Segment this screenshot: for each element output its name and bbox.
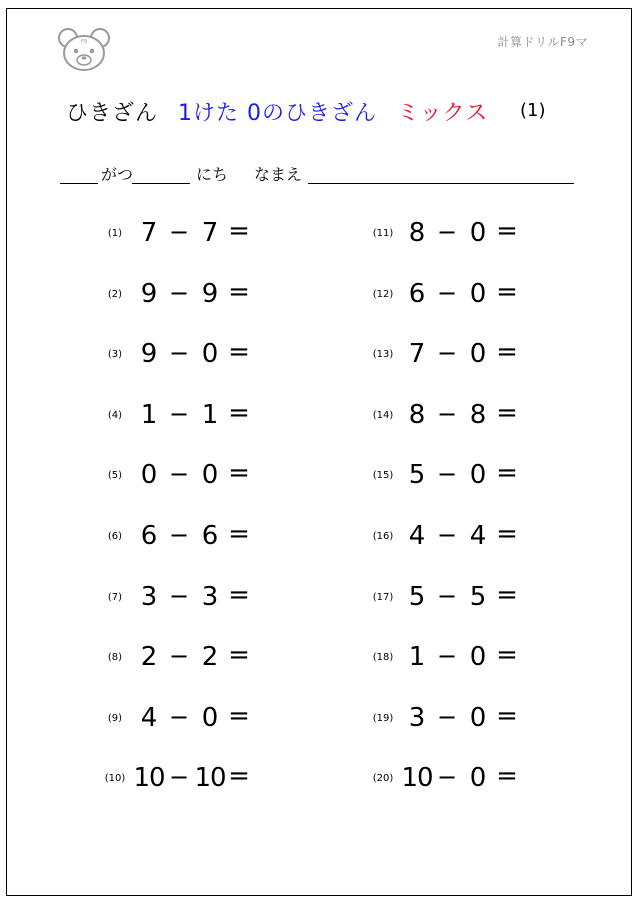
- minus-sign: −: [436, 763, 458, 792]
- problem-number: (7): [107, 591, 123, 603]
- problem-item: [100, 579, 360, 622]
- answer-space[interactable]: [528, 218, 608, 254]
- equals-sign: =: [496, 700, 518, 731]
- answer-space[interactable]: [528, 703, 608, 739]
- minus-sign: −: [436, 399, 458, 428]
- equals-sign: =: [228, 276, 250, 307]
- minus-sign: −: [168, 399, 190, 428]
- equals-sign: =: [228, 579, 250, 610]
- minuend: 10: [401, 763, 433, 794]
- svg-text:F9: F9: [80, 39, 88, 45]
- problem-number: (3): [107, 349, 123, 361]
- problem-item: [368, 218, 628, 258]
- problem-item: [368, 397, 628, 440]
- subtrahend: 0: [201, 339, 219, 370]
- subtrahend: 0: [201, 702, 219, 733]
- minus-sign: −: [436, 642, 458, 671]
- answer-space[interactable]: [260, 339, 340, 375]
- equals-sign: =: [496, 640, 518, 671]
- day-blank[interactable]: [132, 183, 190, 184]
- answer-space[interactable]: [528, 400, 608, 436]
- minuend: 8: [408, 399, 426, 430]
- minuend: 6: [408, 278, 426, 309]
- problem-number: (4): [107, 409, 123, 421]
- month-blank[interactable]: [60, 183, 98, 184]
- minus-sign: −: [436, 521, 458, 549]
- minus-sign: −: [436, 218, 458, 246]
- minuend: 3: [140, 581, 158, 612]
- minus-sign: −: [436, 460, 458, 489]
- problem-number: (11): [372, 228, 394, 239]
- problem-item: [100, 276, 360, 319]
- answer-space[interactable]: [528, 642, 608, 678]
- answer-space[interactable]: [260, 460, 340, 496]
- name-label: なまえ: [254, 165, 303, 184]
- problem-item: [100, 460, 360, 500]
- subtrahend: 0: [469, 339, 487, 370]
- minuend: 4: [408, 521, 426, 551]
- minus-sign: −: [168, 702, 190, 731]
- subtrahend: 6: [201, 521, 219, 551]
- equals-sign: =: [496, 397, 518, 428]
- problem-item: [100, 763, 360, 803]
- subtrahend: 2: [201, 642, 219, 673]
- subtrahend: 1: [201, 399, 219, 430]
- equals-sign: =: [228, 397, 250, 428]
- name-blank[interactable]: [308, 183, 574, 184]
- equals-sign: =: [496, 519, 518, 549]
- minuend: 6: [140, 521, 158, 551]
- minuend: 1: [408, 642, 426, 673]
- answer-space[interactable]: [260, 521, 340, 557]
- minus-sign: −: [168, 763, 190, 792]
- equals-sign: =: [228, 640, 250, 671]
- problem-number: (20): [372, 773, 394, 785]
- problem-item: [368, 276, 628, 319]
- minus-sign: −: [436, 702, 458, 731]
- day-label: にち: [196, 165, 229, 184]
- subtrahend: 9: [201, 278, 219, 309]
- title-topic: 1けた 0のひきざん: [178, 101, 378, 126]
- answer-space[interactable]: [260, 703, 340, 739]
- title-mix: ミックス: [397, 101, 489, 126]
- worksheet-title: [66, 96, 500, 127]
- answer-space[interactable]: [528, 460, 608, 496]
- minuend: 7: [408, 339, 426, 370]
- minuend: 5: [408, 460, 426, 491]
- problem-item: [100, 397, 360, 440]
- date-name-line: [0, 160, 640, 190]
- equals-sign: =: [496, 276, 518, 307]
- minuend: 0: [140, 460, 158, 491]
- problem-item: [368, 521, 628, 561]
- title-subject: ひきざん: [66, 101, 159, 126]
- equals-sign: =: [228, 337, 250, 368]
- minus-sign: −: [168, 521, 190, 549]
- minuend: 3: [408, 702, 426, 733]
- equals-sign: =: [496, 579, 518, 610]
- equals-sign: =: [496, 458, 518, 489]
- subtrahend: 8: [469, 399, 487, 430]
- subtrahend: 0: [469, 218, 487, 248]
- answer-space[interactable]: [528, 339, 608, 375]
- equals-sign: =: [228, 216, 250, 246]
- answer-space[interactable]: [260, 279, 340, 315]
- subtrahend: 7: [201, 218, 219, 248]
- minuend: 8: [408, 218, 426, 248]
- minus-sign: −: [436, 581, 458, 610]
- problem-item: [100, 339, 360, 379]
- subtrahend: 4: [469, 521, 487, 551]
- minuend: 7: [140, 218, 158, 248]
- minus-sign: −: [168, 642, 190, 671]
- answer-space[interactable]: [260, 763, 340, 799]
- problem-item: [100, 700, 360, 743]
- answer-space[interactable]: [528, 582, 608, 618]
- month-label: がつ: [101, 165, 134, 184]
- answer-space[interactable]: [260, 218, 340, 254]
- problem-number: (6): [107, 531, 123, 542]
- equals-sign: =: [228, 761, 250, 792]
- subtrahend: 0: [469, 460, 487, 491]
- problem-number: (18): [372, 652, 394, 664]
- minuend: 2: [140, 642, 158, 673]
- problem-number: (12): [372, 288, 394, 300]
- problem-number: (13): [372, 349, 394, 361]
- subtrahend: 5: [469, 581, 487, 612]
- problem-number: (9): [107, 712, 123, 724]
- problem-number: (16): [372, 531, 394, 542]
- minus-sign: −: [436, 278, 458, 307]
- subtrahend: 0: [201, 460, 219, 491]
- problem-item: [368, 642, 628, 682]
- problem-number: (17): [372, 591, 394, 603]
- answer-space[interactable]: [528, 521, 608, 557]
- minus-sign: −: [436, 339, 458, 368]
- equals-sign: =: [496, 337, 518, 368]
- problem-number: (14): [372, 409, 394, 421]
- equals-sign: =: [228, 458, 250, 489]
- answer-space[interactable]: [528, 279, 608, 315]
- answer-space[interactable]: [260, 400, 340, 436]
- problem-item: [100, 642, 360, 682]
- equals-sign: =: [228, 519, 250, 549]
- sheet-number: (1): [520, 100, 546, 121]
- minus-sign: −: [168, 339, 190, 368]
- minus-sign: −: [168, 218, 190, 246]
- problem-item: [100, 218, 360, 258]
- subtrahend: 0: [469, 642, 487, 673]
- problem-item: [100, 521, 360, 561]
- bear-face-icon: [56, 26, 112, 74]
- problem-number: (2): [107, 288, 123, 300]
- subtrahend: 0: [469, 702, 487, 733]
- answer-space[interactable]: [260, 582, 340, 618]
- problem-item: [368, 460, 628, 500]
- problem-item: [368, 579, 628, 622]
- problem-number: (19): [372, 712, 394, 724]
- problem-item: [368, 339, 628, 379]
- brand-label: 計算ドリルF9マ: [497, 35, 588, 49]
- problem-number: (5): [107, 470, 123, 482]
- minuend: 9: [140, 339, 158, 370]
- minus-sign: −: [168, 278, 190, 307]
- minuend: 10: [133, 763, 165, 794]
- subtrahend: 3: [201, 581, 219, 612]
- minuend: 1: [140, 399, 158, 430]
- subtrahend: 10: [194, 763, 226, 794]
- problem-item: [368, 700, 628, 743]
- problem-number: (8): [107, 652, 123, 664]
- minus-sign: −: [168, 460, 190, 489]
- equals-sign: =: [228, 700, 250, 731]
- minuend: 4: [140, 702, 158, 733]
- minus-sign: −: [168, 581, 190, 610]
- answer-space[interactable]: [528, 763, 608, 799]
- minuend: 5: [408, 581, 426, 612]
- problem-number: (10): [104, 773, 126, 785]
- problem-number: (15): [372, 470, 394, 482]
- subtrahend: 0: [469, 278, 487, 309]
- problem-item: [368, 763, 628, 803]
- equals-sign: =: [496, 216, 518, 246]
- minuend: 9: [140, 278, 158, 309]
- equals-sign: =: [496, 761, 518, 792]
- subtrahend: 0: [469, 763, 487, 794]
- answer-space[interactable]: [260, 642, 340, 678]
- problem-number: (1): [107, 228, 123, 239]
